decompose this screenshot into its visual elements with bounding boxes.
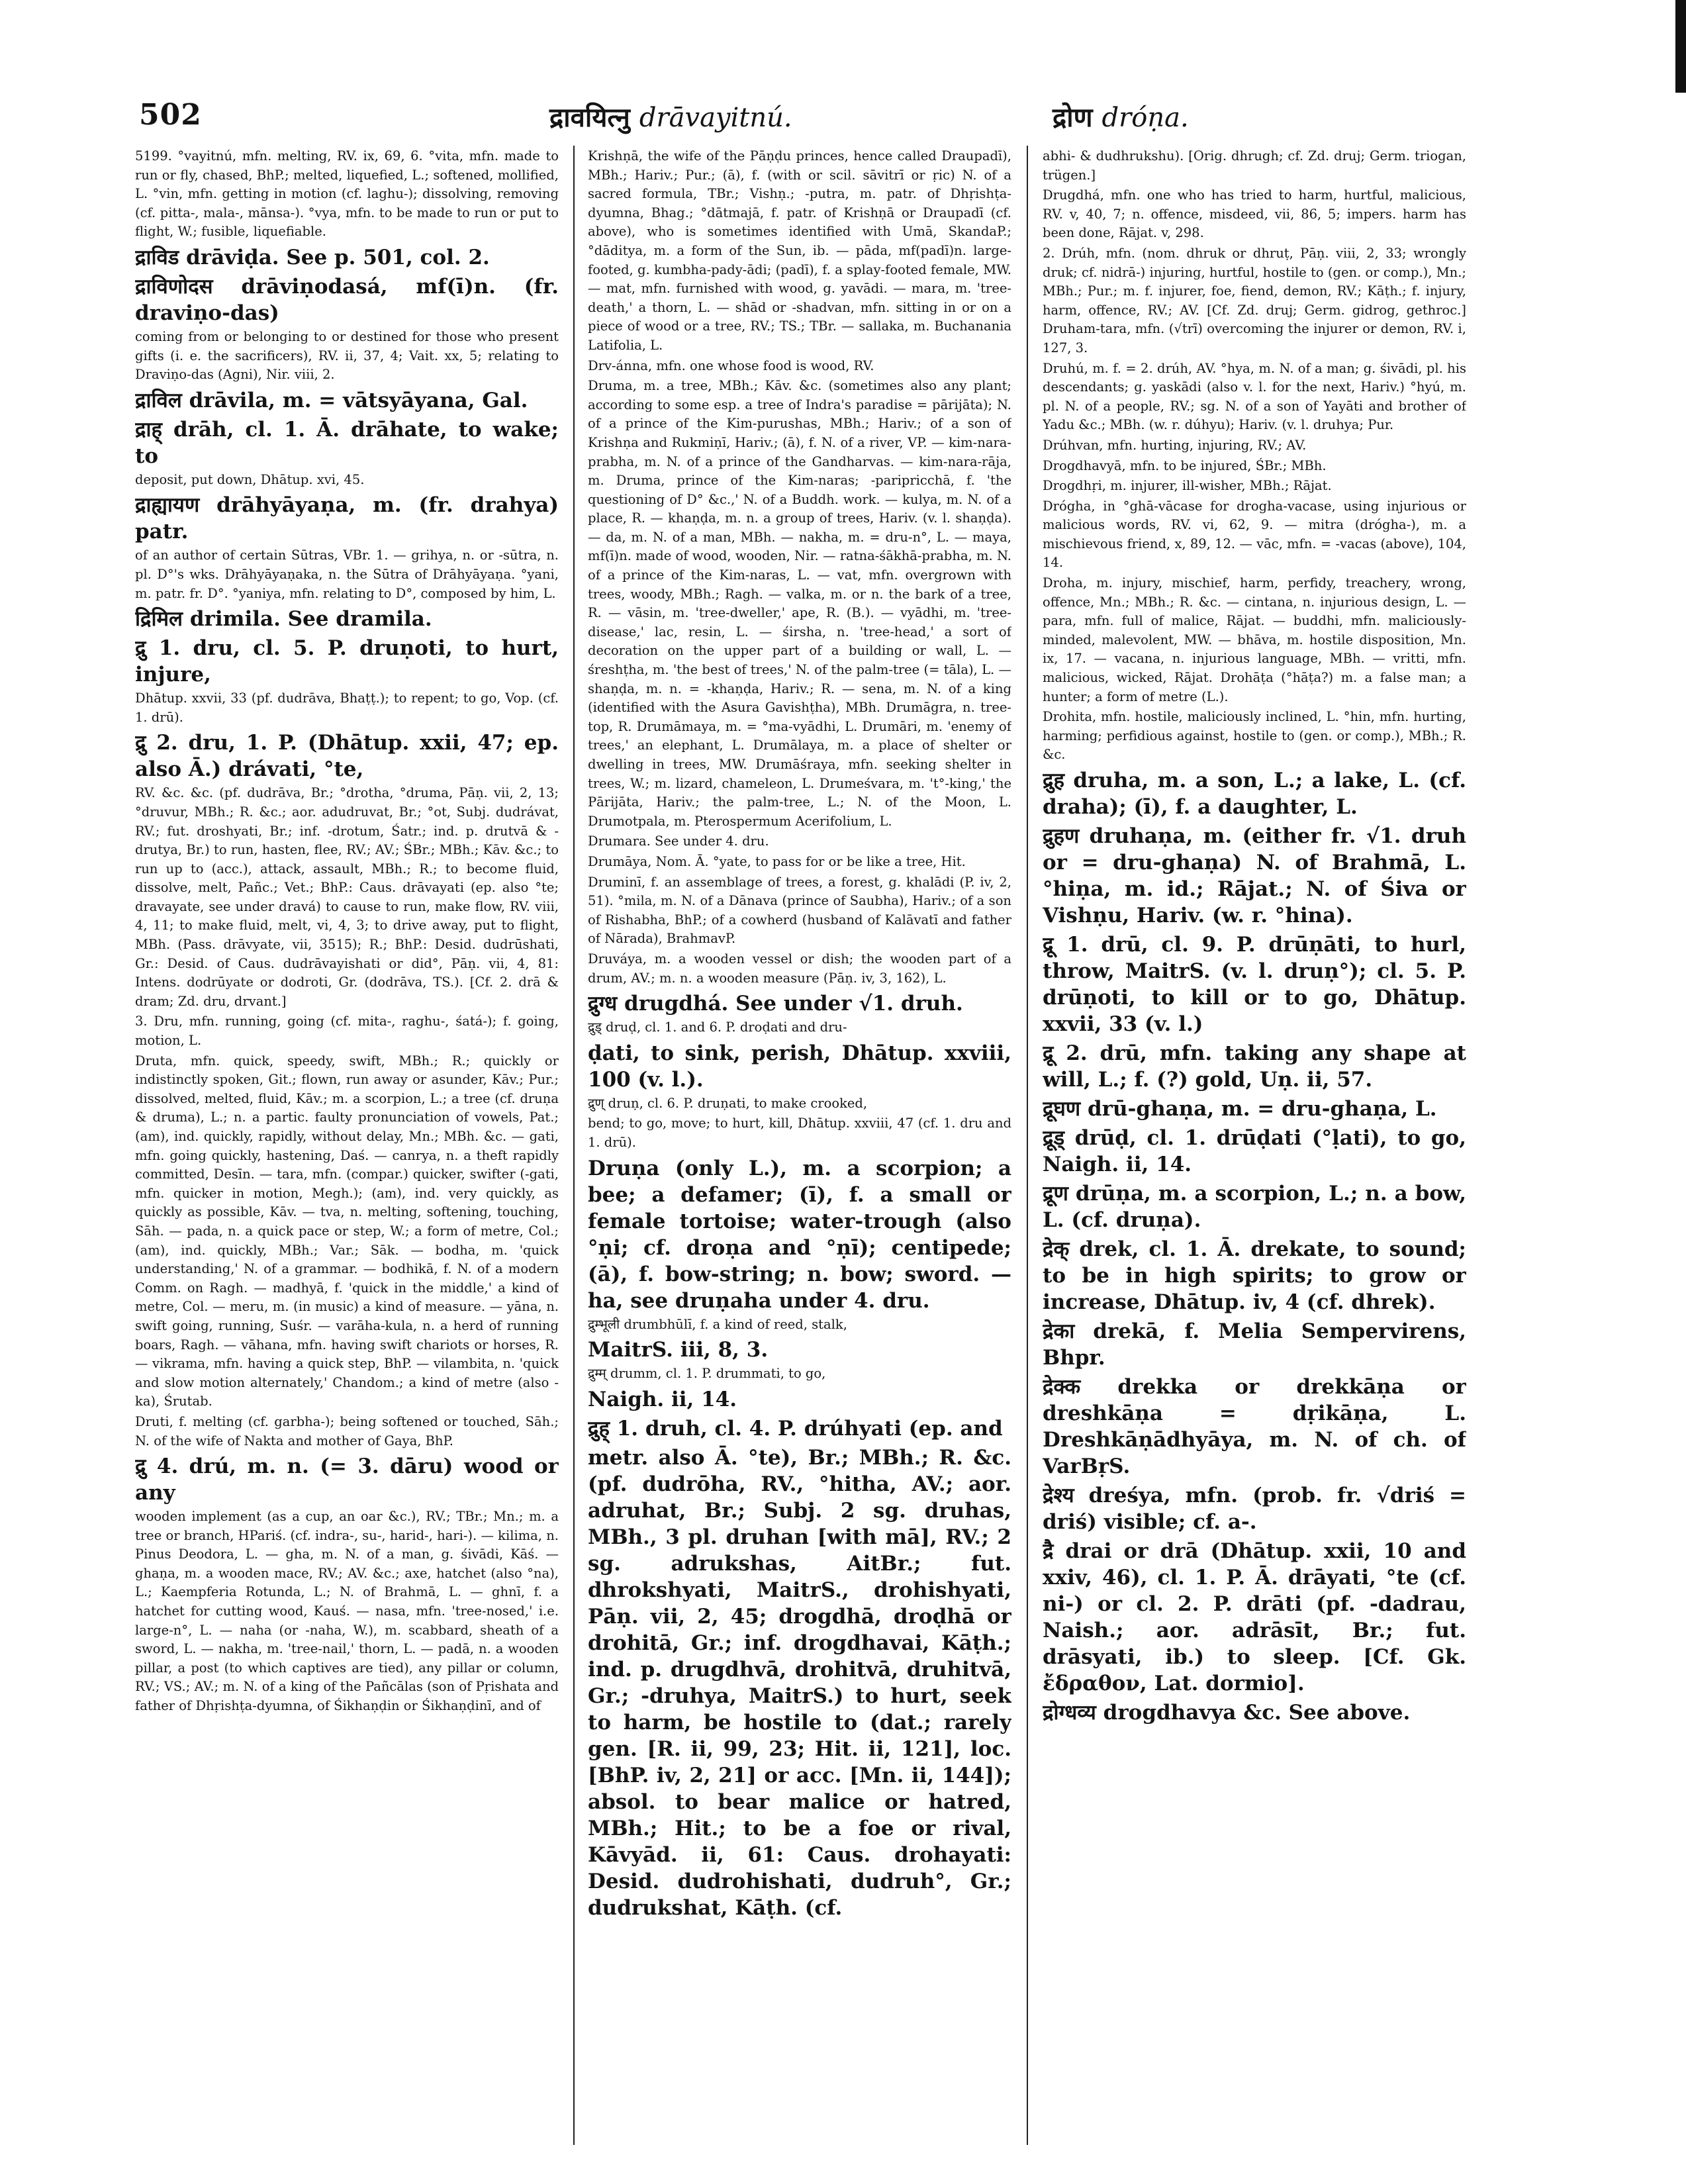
headword-entry: MaitrS. iii, 8, 3.: [588, 1338, 769, 1362]
entry-text: Druma, m. a tree, MBh.; Kāv. &c. (sometimes also any plant; according to some esp. a tree of Indra's paradise = pārijāta); N. of a prince of the Kim-purushas, MBh.; Hariv.; of a son of Krishṇa and Rukmiṇī, Hariv.; (ā), f. N. of a river, VP. — kim-nara-prabha, m. N. of a prince of the Gandharvas. — kim-nara-rāja, m. Druma, prince of the Kim-naras; -paripricchā, f. 'the questioning of D° &c.,' N. of a Buddh. work. — kulya, m. N. of a place, R. — khaṇḍa, m. n. a group of trees, Hariv. (v. l. shaṇḍa). — da, m. N. of a man, MBh. — nakha, m. = dru-n°, L. — maya, mf(ī)n. made of wood, wooden, Nir. — ratna-śākhā-prabha, m. N. of a prince of the Kim-naras, L. — vat, mfn. overgrown with trees, woody, MBh.; Ragh. — valka, m. or n. the bark of a tree, R. — vāsin, m. 'tree-dweller,' ape, R. (B.). — vyādhi, m. 'tree-disease,' lac, resin, L. — śirsha, n. 'tree-head,' a sort of decoration on the upper part of a building or wall, L. — śreshṭha, m. 'the best of trees,' N. of the palm-tree (= tāla), L. — shaṇḍa, m. n. = -khaṇḍa, Hariv.; R. — sena, m. N. of a king (identified with the Asura Gavishṭha), MBh. Drumāgra, n. tree-top, R. Drumāmaya, m. = °ma-vyādhi, L. Drumāri, m. 'enemy of trees,' an elephant, L. Drumālaya, m. a place of shelter or dwelling in trees, MW. Drumāśraya, mfn. seeking shelter in trees, W.; m. lizard, chameleon, L. Drumeśvara, m. 't°-king,' the Pārijāta, Hariv.; the palm-tree, L.; N. of the Moon, L. Drumotpala, m. Pterospermum Acerifolium, L.: [588, 378, 1011, 829]
headword-entry: द्रेक् drek, cl. 1. Ā. drekate, to sound; to be in high spirits; to grow or increase, Dhātup. iv, 4 (cf. dhrek).: [1043, 1237, 1466, 1314]
headword-entry: द्रु 1. dru, cl. 5. P. druṇoti, to hurt, injure,: [135, 636, 559, 687]
headword-entry: द्राह्यायण drāhyāyaṇa, m. (fr. drahya) patr.: [135, 493, 559, 544]
entry-text: deposit, put down, Dhātup. xvi, 45.: [135, 471, 365, 487]
page-header: [132, 93, 1483, 139]
headword-entry: द्रै drai or drā (Dhātup. xxii, 10 and xxiv, 46), cl. 1. P. Ā. drāyati, °te (cf. ni-) or cl. 2. P. drāti (pf. -dadrau, Naish.; aor. adrāsīt, Br.; fut. drāsyati, ib.) to sleep. [Cf. Gk. ἔδραθον, Lat. dormio].: [1043, 1539, 1466, 1695]
entry-text: द्रुम्भूली drumbhūlī, f. a kind of reed, stalk,: [588, 1316, 847, 1332]
headword-entry: द्राविणोदस drāviṇodasá, mf(ī)n. (fr. draviṇo-das): [135, 274, 559, 325]
headword-entry: द्रेश्य dreśya, mfn. (prob. fr. √driś = driś) visible; cf. a-.: [1043, 1484, 1466, 1534]
entry-text: Drohita, mfn. hostile, maliciously inclined, L. °hin, mfn. hurting, harming; perfidious against, hostile to (gen. or comp.), MBh.; R. &c.: [1043, 709, 1466, 763]
running-head-left: [549, 98, 792, 134]
column-3: [1043, 147, 1466, 2146]
entry-text: Drúhvan, mfn. hurting, injuring, RV.; AV.: [1043, 437, 1307, 453]
entry-text: Drv-ánna, mfn. one whose food is wood, RV.: [588, 357, 874, 373]
entry-text: 3. Dru, mfn. running, going (cf. mita-, raghu-, śatá-); f. going, motion, L.: [135, 1014, 559, 1049]
scan-edge-mark: [1675, 0, 1686, 93]
entry-text: द्रुम्म् drumm, cl. 1. P. drummati, to go,: [588, 1366, 826, 1382]
headword-entry: द्रु 4. drú, m. n. (= 3. dāru) wood or any: [135, 1454, 559, 1505]
running-head-left-devanagari: द्रावयित्नु: [549, 102, 630, 133]
headword-entry: द्रेका drekā, f. Melia Sempervirens, Bhpr.: [1043, 1319, 1466, 1370]
running-head-right: [1053, 98, 1189, 134]
entry-text: Drogdhṛi, m. injurer, ill-wisher, MBh.; Rājat.: [1043, 478, 1332, 494]
entry-text: of an author of certain Sūtras, VBr. 1. — grihya, n. or -sūtra, n. pl. D°'s wks. Drāhyāyaṇaka, n. the Sūtra of Drāhyāyaṇa. °yani, m. patr. fr. D°. °yaniya, mfn. relating to D°, composed by him, L.: [135, 547, 559, 601]
entry-text: 5199. °vayitnú, mfn. melting, RV. ix, 69, 6. °vita, mfn. made to run or fly, chased, BhP.; melted, liquefied, L.; softened, mollified, L. °vin, mfn. getting in motion (cf. laghu-); dissolving, removing (cf. pitta-, mala-, mānsa-). °vya, mfn. to be made to run or put to flight, W.; fusible, liquefiable.: [135, 148, 559, 240]
entry-text: Dhātup. xxvii, 33 (pf. dudrāva, Bhaṭṭ.); to repent; to go, Vop. (cf. 1. drū).: [135, 690, 559, 725]
headword-entry: द्रु 2. dru, 1. P. (Dhātup. xxii, 47; ep. also Ā.) drávati, °te,: [135, 731, 559, 782]
entry-text: Droha, m. injury, mischief, harm, perfidy, treachery, wrong, offence, Mn.; MBh.; R. &c. — cintana, n. injurious design, L. — para, mfn. full of malice, Rājat. — buddhi, mfn. maliciously-minded, malevolent, MW. — bhāva, m. hostile disposition, Mn. ix, 17. — vacana, n. injurious language, MBh. — vritti, mfn. malicious, wicked, Rājat. Drohāṭa (°hāṭa?) m. a false man; a hunter; a form of metre (L.).: [1043, 575, 1466, 704]
headword-entry: द्रूघण drū-ghaṇa, m. = dru-ghaṇa, L.: [1043, 1097, 1437, 1121]
entry-text: द्रुण् druṇ, cl. 6. P. druṇati, to make crooked,: [588, 1095, 868, 1111]
column-1: [135, 147, 559, 2146]
column-divider: [1027, 146, 1028, 2145]
entry-text: Drumāya, Nom. Ā. °yate, to pass for or be like a tree, Hit.: [588, 853, 966, 869]
headword-entry: ḍati, to sink, perish, Dhātup. xxviii, 100 (v. l.).: [588, 1041, 1011, 1092]
entry-text: Druti, f. melting (cf. garbha-); being softened or touched, Sāh.; N. of the wife of Nakta and mother of Gaya, BhP.: [135, 1413, 559, 1448]
entry-text: Druhú, m. f. = 2. drúh, AV. °hya, m. N. of a man; g. śivādi, pl. his descendants; g. yaskādi (also v. l. for the next, Hariv.) °hyú, m. pl. N. of a people, RV.; sg. N. of a son of Yayāti and brother of Yadu &c.; MBh. (w. r. dúhyu); Hariv. (v. l. druhya; Pur.: [1043, 360, 1466, 433]
column-2: [588, 147, 1011, 2146]
running-head-right-devanagari: द्रोण: [1053, 102, 1093, 133]
headword-entry: द्राविड drāviḍa. See p. 501, col. 2.: [135, 245, 490, 269]
column-divider: [573, 146, 575, 2145]
headword-entry: द्रुग्ध drugdhá. See under √1. druh.: [588, 992, 963, 1016]
entry-text: Drumara. See under 4. dru.: [588, 833, 769, 849]
headword-entry: द्रुहण druhaṇa, m. (either fr. √1. druh or = dru-ghaṇa) N. of Brahmā, L. °hiṇa, m. id.; Rājat.; N. of Śiva or Vishṇu, Hariv. (w. r. °hina).: [1043, 824, 1466, 927]
entry-text: द्रुड् druḍ, cl. 1. and 6. P. droḍati and dru-: [588, 1020, 847, 1035]
headword-entry: द्रूड् drūḍ, cl. 1. drūḍati (°ḷati), to go, Naigh. ii, 14.: [1043, 1126, 1466, 1176]
entry-text: Krishṇā, the wife of the Pāṇḍu princes, hence called Draupadī), MBh.; Hariv.; Pur.; (ā), f. (with or scil. sāvitrī or ṛic) N. of a sacred formula, TBr.; Vishṇ.; -putra, m. patr. of Dhṛishṭa-dyumna, Bhag.; °dātmajā, f. patr. of Krishṇā or Draupadī (cf. above), who is sometimes identified with Umā, SkandaP.; °dāditya, m. a form of the Sun, ib. — pāda, mf(padī)n. large-footed, g. kumbha-pady-ādi; (padī), f. a splay-footed female, MW. — mat, mfn. furnished with wood, g. yavādi. — mara, m. 'tree-death,' a thorn, L. — shād or -shadvan, mfn. sitting in or on a piece of wood or a tree, RV.; TS.; TBr. — sallaka, m. Buchanania Latifolia, L.: [588, 148, 1011, 353]
headword-entry: द्राह् drāh, cl. 1. Ā. drāhate, to wake; to: [135, 417, 559, 468]
headword-entry: metr. also Ā. °te), Br.; MBh.; R. &c. (pf. dudrōha, RV., °hitha, AV.; aor. adruhat, Br.; Subj. 2 sg. druhas, MBh., 3 pl. druhan [with mā], RV.; 2 sg. adrukshas, AitBr.; fut. dhrokshyati, MaitrS., drohishyati, Pāṇ. vii, 2, 45; drogdhā, droḍhā or drohitā, Gr.; inf. drogdhavai, Kāṭh.; ind. p. drugdhvā, drohitvā, druhitvā, Gr.; -druhya, MaitrS.) to hurt, seek to harm, be hostile to (dat.; rarely gen. [R. ii, 99, 23; Hit. ii, 121], loc. [BhP. iv, 2, 21] or acc. [Mn. ii, 144]); absol. to bear malice or hatred, MBh.; Hit.; to be a foe or rival, Kāvyād. ii, 61: Caus. drohayati: Desid. dudrohishati, dudruh°, Gr.; dudrukshat, Kāṭh. (cf.: [588, 1445, 1011, 1920]
headword-entry: Druṇa (only L.), m. a scorpion; a bee; a defamer; (ī), f. a small or female tortoise; water-trough (also °ṇi; cf. droṇa and °ṇī); centipede; (ā), f. bow-string; n. bow; sword. — ha, see druṇaha under 4. dru.: [588, 1156, 1011, 1313]
running-head-left-translit: drāvayitnú.: [639, 103, 792, 133]
entry-text: Drógha, in °ghā-vācase for drogha-vacase, using injurious or malicious words, RV. vi, 62, 9. — mitra (drógha-), m. a mischievous friend, x, 89, 12. — vāc, mfn. = -vacas (above), 104, 14.: [1043, 498, 1466, 571]
entry-text: abhi- & dudhrukshu). [Orig. dhrugh; cf. Zd. druj; Germ. triogan, trügen.]: [1043, 148, 1466, 183]
headword-entry: द्रू 2. drū, mfn. taking any shape at will, L.; f. (?) gold, Uṇ. ii, 57.: [1043, 1041, 1466, 1092]
entry-text: wooden implement (as a cup, an oar &c.), RV.; TBr.; Mn.; m. a tree or branch, HPariś. (cf. indra-, su-, harid-, hari-). — kilima, n. Pinus Deodora, L. — gha, m. N. of a man, g. śivādi, Kāś. — ghaṇa, m. a wooden mace, RV.; AV. &c.; axe, hatchet (also °na), L.; Kaempferia Rotunda, L.; N. of Brahmā, L. — ghnī, f. a hatchet for cutting wood, Kauś. — nasa, mfn. 'tree-nosed,' i.e. large-n°, L. — naha (or -naha, W.), m. scabbard, sheath of a sword, L. — nakha, m. 'tree-nail,' thorn, L. — padā, n. a wooden pillar, a post (to which captives are tied), any pillar or column, RV.; VS.; AV.; m. N. of a king of the Pañcālas (son of Pṛishata and father of Dhṛishṭa-dyumna, of Śikhaṇḍin or Śikhaṇḍinī, and of: [135, 1509, 559, 1714]
entry-text: bend; to go, move; to hurt, kill, Dhātup. xxviii, 47 (cf. 1. dru and 1. drū).: [588, 1116, 1011, 1150]
entry-text: coming from or belonging to or destined for those who present gifts (i. e. the sacrificers), RV. ii, 37, 4; Vait. xx, 5; relating to Draviṇo-das (Agni), Nir. viii, 2.: [135, 328, 559, 383]
headword-entry: द्रुह् 1. druh, cl. 4. P. drúhyati (ep. and: [588, 1416, 1003, 1441]
entry-text: Druta, mfn. quick, speedy, swift, MBh.; R.; quickly or indistinctly spoken, Git.; flown, run away or asunder, Kāv.; Pur.; dissolved, melted, fluid, Kāv.; m. a scorpion, L.; a tree (cf. druṇa & druma), L.; n. a partic. faulty pronunciation of vowels, Pat.; (am), ind. quickly, rapidly, without delay, Mn.; MBh. &c. — gati, mfn. going quickly, hastening, Daś. — canrya, n. a theft rapidly committed, Desīn. — tara, mfn. (compar.) quicker, swifter (-gati, mfn. quicker in motion, Megh.); (am), ind. very quickly, as quickly as possible, Kāv. — tva, n. melting, softening, touching, Sāh. — pada, n. a quick pace or step, W.; a form of metre, Col.; (am), ind. quickly, MBh.; Var.; Sāk. — bodha, m. 'quick understanding,' N. of a grammar. — bodhikā, f. N. of a modern Comm. on Ragh. — madhyā, f. 'quick in the middle,' a kind of metre, Col. — meru, m. (in music) a kind of measure. — yāna, n. swift going, running, Suśr. — varāha-kula, n. a herd of running boars, Ragh. — vāhana, mfn. having swift chariots or horses, R. — vikrama, mfn. having a quick step, BhP. — vilambita, n. 'quick and slow motion alternately,' Chandom.; a kind of metre (also -ka), Śrutab.: [135, 1053, 559, 1409]
entry-text: Druváya, m. a wooden vessel or dish; the wooden part of a drum, AV.; m. n. a wooden measure (Pāṇ. iv, 3, 162), L.: [588, 951, 1011, 986]
entry-text: Druminī, f. an assemblage of trees, a forest, g. khalādi (P. iv, 2, 51). °mila, m. N. of a Dānava (prince of Saubha), Hariv.; of a son of Rishabha, BhP.; of a cowherd (husband of Kalāvatī and father of Nārada), BrahmavP.: [588, 874, 1011, 947]
headword-entry: द्राविल drāvila, m. = vātsyāyana, Gal.: [135, 388, 528, 412]
headword-entry: द्रुह druha, m. a son, L.; a lake, L. (cf. draha); (ī), f. a daughter, L.: [1043, 769, 1466, 819]
headword-entry: द्रूण drūṇa, m. a scorpion, L.; n. a bow, L. (cf. druṇa).: [1043, 1182, 1466, 1232]
entry-text: Drogdhavyā, mfn. to be injured, ŚBr.; MBh.: [1043, 457, 1327, 473]
headword-entry: द्रिमिल drimila. See dramila.: [135, 607, 432, 632]
headword-entry: Naigh. ii, 14.: [588, 1387, 737, 1411]
page-number: 502: [139, 98, 202, 132]
running-head-right-translit: dróṇa.: [1101, 103, 1189, 133]
entry-text: RV. &c. &c. (pf. dudrāva, Br.; °drotha, °druma, Pāṇ. vii, 2, 13; °druvur, MBh.; R. &c.; aor. adudruvat, Br.; °ot, Subj. dudrávat, RV.; fut. droshyati, Br.; inf. -drotum, Śatr.; ind. p. drutvā & -drutya, Br.) to run, hasten, flee, RV.; AV.; ŚBr.; MBh.; Kāv. &c.; to run up to (acc.), attack, assault, MBh.; R.; to become fluid, dissolve, melt, Pañc.; Vet.; BhP.: Caus. drāvayati (ep. also °te; dravayate, see under dravá) to cause to run, make flow, RV. viii, 4, 11; to make fluid, melt, vi, 4, 3; to drive away, put to flight, MBh. (Pass. drāvyate, vii, 3515); R.; BhP.: Desid. dudrūshati, Gr.: Desid. of Caus. dudrāvayishati or did°, Pāṇ. vii, 4, 81: Intens. dodrūyate or dodroti, Gr. (dodrāva, TS.). [Cf. 2. drā & dram; Zd. dru, drvant.]: [135, 785, 559, 1009]
headword-entry: द्रोग्धव्य drogdhavya &c. See above.: [1043, 1701, 1411, 1725]
headword-entry: द्रेक्क drekka or drekkāṇa or dreshkāṇa = dṛikāṇa, L. Dreshkāṇādhyāya, m. N. of ch. of VarBṛS.: [1043, 1375, 1466, 1478]
entry-text: Drugdhá, mfn. one who has tried to harm, hurtful, malicious, RV. v, 40, 7; n. offence, misdeed, vii, 86, 5; impers. harm has been done, Rājat. v, 298.: [1043, 187, 1466, 241]
entry-text: 2. Drúh, mfn. (nom. dhruk or dhruṭ, Pāṇ. viii, 2, 33; wrongly druk; cf. nidrā-) injuring, hurtful, hostile to (gen. or comp.), Mn.; MBh.; Pur.; m. f. injurer, foe, fiend, demon, RV.; Kāṭh.; f. injury, harm, offence, RV.; AV. [Cf. Zd. druj; Germ. gidrog, gethroc.] Druham-tara, mfn. (√trī) overcoming the injurer or demon, RV. i, 127, 3.: [1043, 245, 1466, 356]
headword-entry: द्रू 1. drū, cl. 9. P. drūṇāti, to hurl, throw, MaitrS. (v. l. druṇ°); cl. 5. P. drūṇoti, to kill or to go, Dhātup. xxvii, 33 (v. l.): [1043, 933, 1466, 1036]
